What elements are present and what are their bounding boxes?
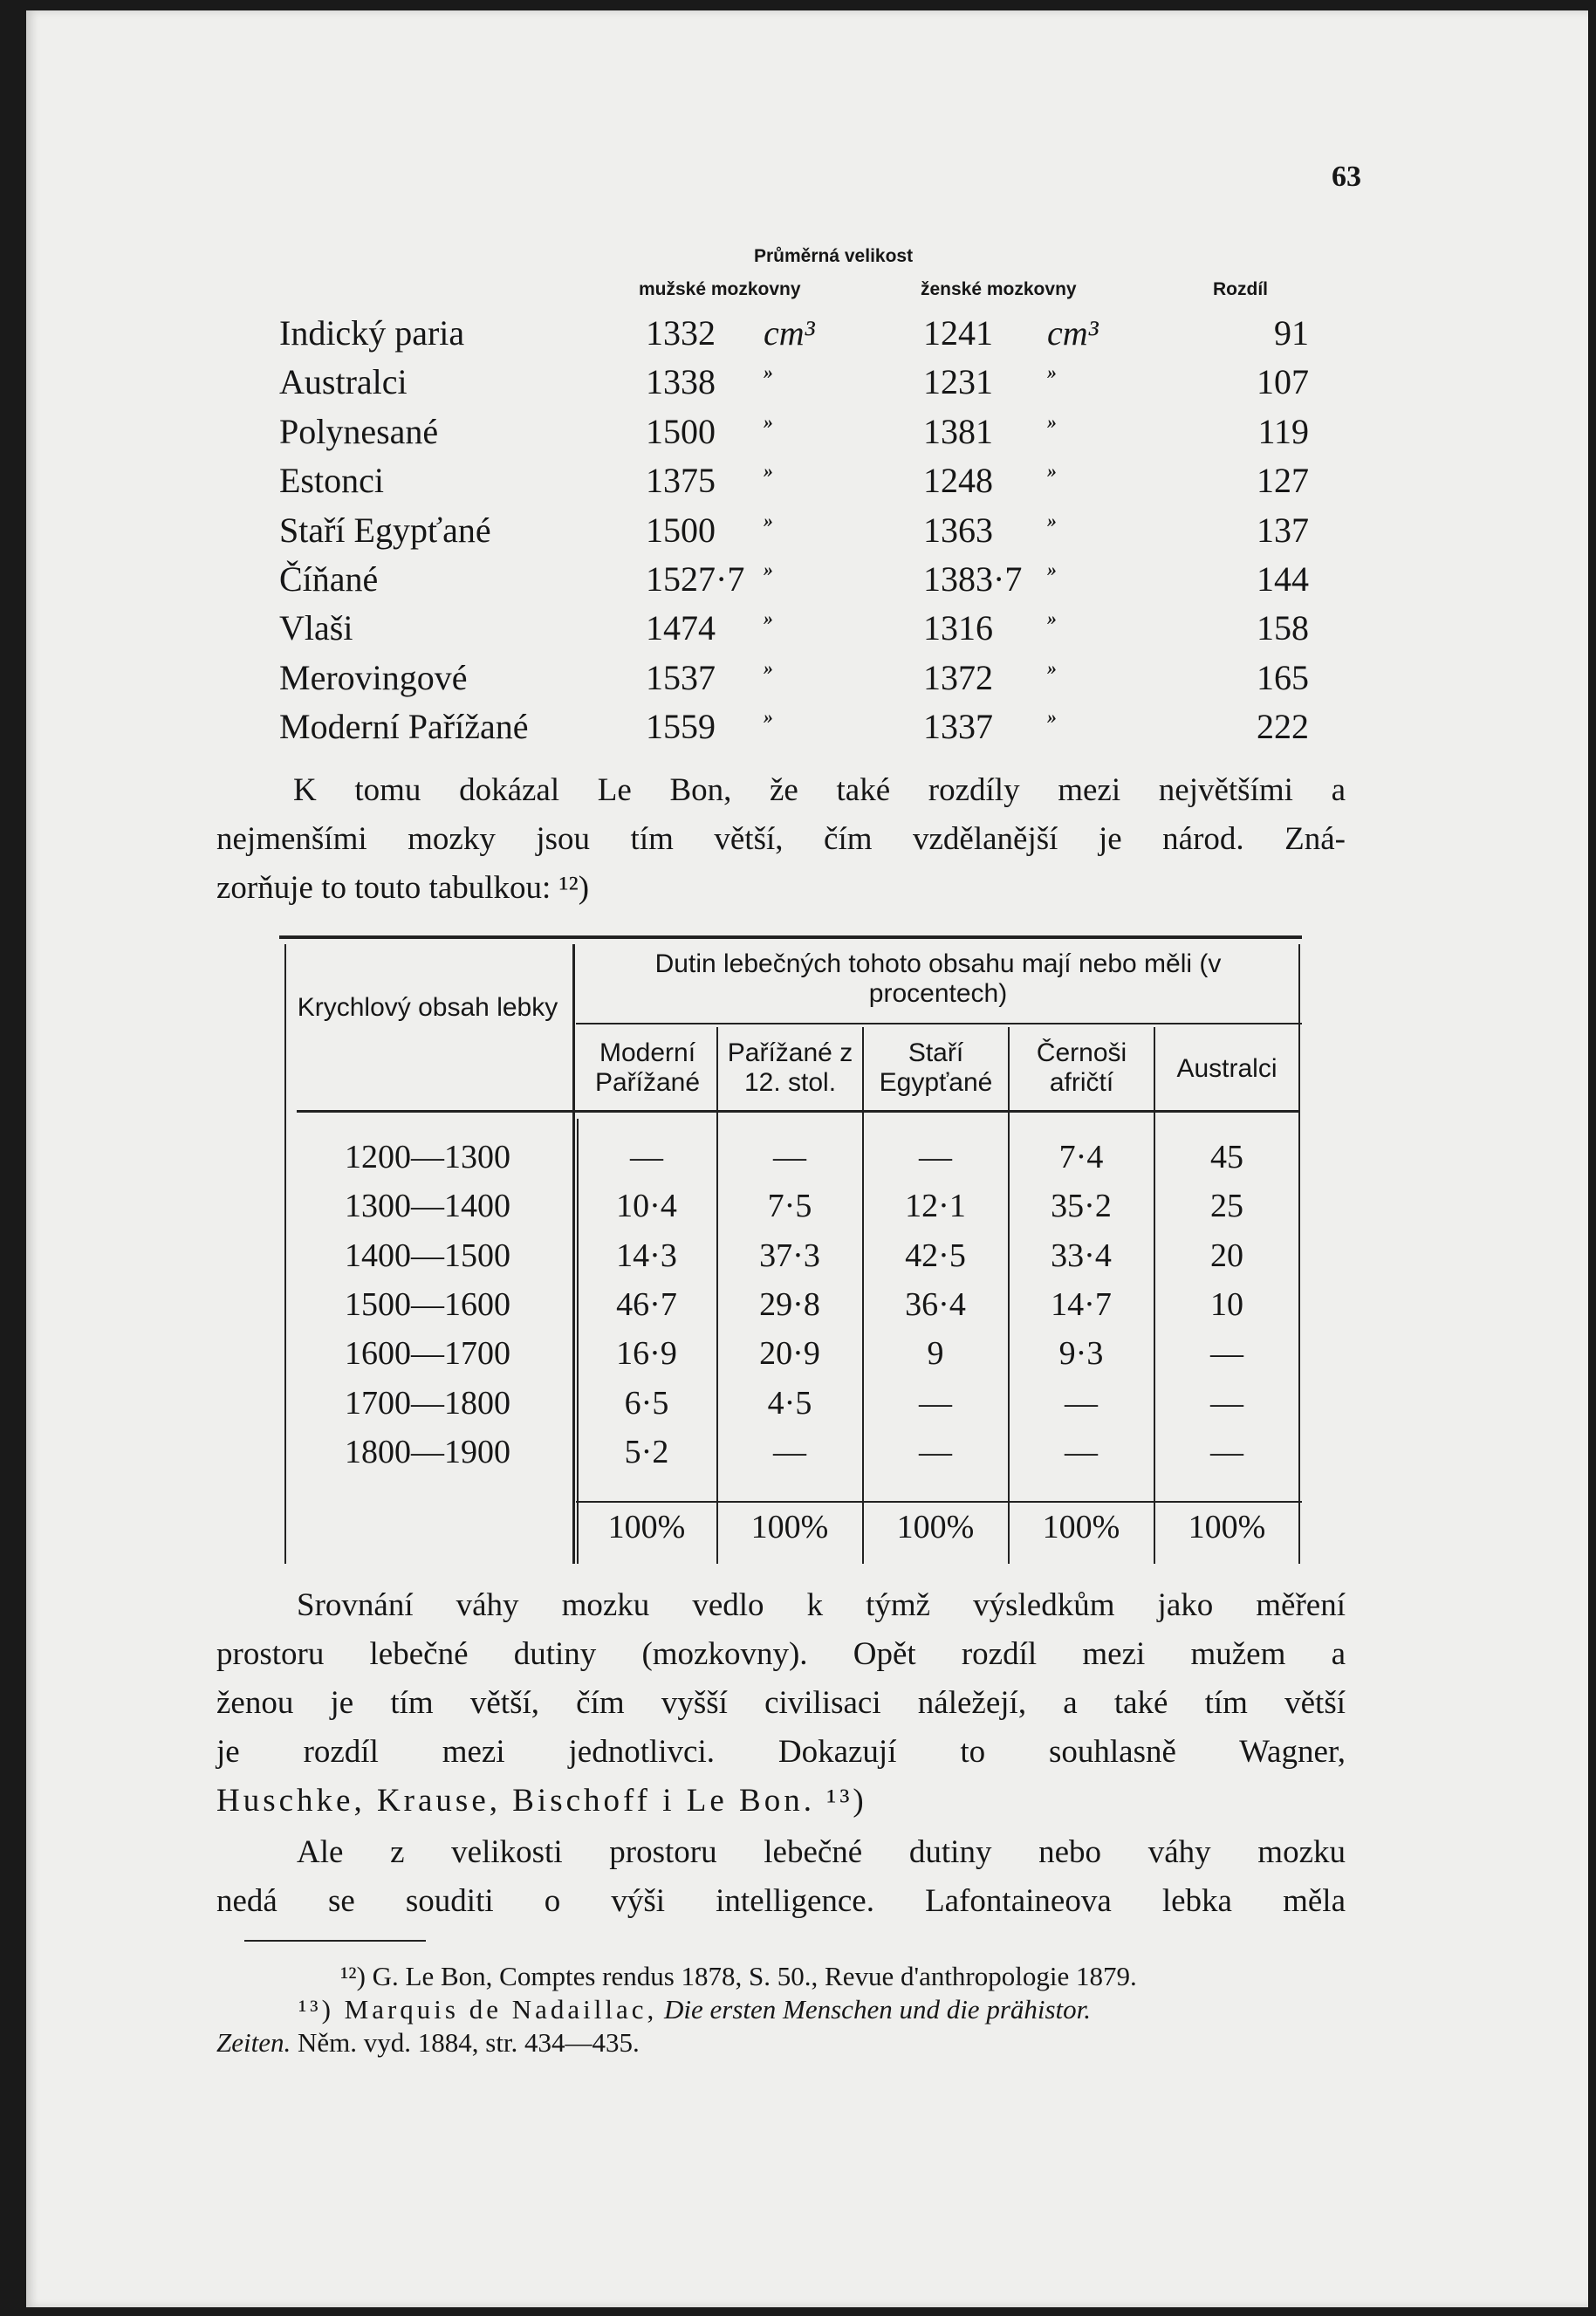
value-cell: 16·9 [616,1335,677,1373]
footnote-12: ¹²) G. Le Bon, Comptes rendus 1878, S. 50., Revue d'anthropologie 1879. [340,1961,1137,1991]
male-unit: » [764,410,773,433]
total-cell: 100% [1042,1509,1120,1545]
female-capacity: 1337 [923,707,993,747]
value-cell: 14·3 [616,1237,677,1274]
table-row [279,506,1309,555]
population-name: Australci [279,362,408,402]
table-row [279,702,1309,751]
difference: 127 [1257,461,1309,501]
value-cell: 6·5 [624,1384,669,1422]
col-rule [572,944,575,1564]
range-cell: 1400—1500 [345,1237,510,1274]
text-line: ženou je tím větší, čím vyšší civilisaci náležejí, a také tím větší [216,1685,1346,1721]
male-capacity: 1332 [646,313,716,353]
value-cell: — [773,1139,806,1175]
text-line: prostoru lebečné dutiny (mozkovny). Opět rozdíl mezi mužem a [216,1636,1346,1672]
brain-size-table [279,309,1309,752]
value-cell: 42·5 [905,1237,966,1274]
value-cell: 37·3 [759,1237,820,1274]
male-capacity: 1500 [646,510,716,550]
value-cell: — [919,1433,952,1470]
male-capacity: 1474 [646,608,716,648]
male-unit: » [764,558,773,580]
totals-rule [576,1501,1302,1503]
value-cell: — [1210,1335,1243,1373]
value-cell: 46·7 [616,1285,677,1323]
population-name: Moderní Pařížané [279,707,529,747]
brain-table-header-diff: Rozdíl [1213,279,1268,299]
value-cell: 45 [1210,1139,1243,1175]
female-capacity: 1363 [923,510,993,550]
footnote-13-title: Die ersten Menschen und die prähistor. [664,1994,1092,2025]
footnote-13-cont [216,2026,640,2059]
population-name: Staří Egypťané [279,510,491,550]
value-cell: 4·5 [767,1384,812,1422]
population-name: Polynesané [279,411,439,451]
total-cell: 100% [1188,1509,1266,1545]
difference: 107 [1257,362,1309,402]
value-cell: 20·9 [759,1335,820,1373]
value-cell: 29·8 [759,1285,820,1323]
text-line: K tomu dokázal Le Bon, že také rozdíly mezi největšími a [293,772,1346,808]
col-rule [1298,944,1300,1564]
col-header-cernosi-africti: Černoši afričtí [1036,1038,1127,1097]
value-cell: — [919,1139,952,1175]
male-capacity: 1527·7 [646,558,745,599]
value-cell: — [1210,1384,1243,1422]
value-cell: — [1065,1433,1098,1470]
value-cell: 14·7 [1051,1285,1112,1323]
paragraph-intelligence [216,1828,1346,1926]
female-unit: » [1047,361,1057,384]
text-line: Huschke, Krause, Bischoff i Le Bon. ¹³) [216,1783,867,1819]
group-header-rule [576,1023,1302,1024]
range-cell: 1800—1900 [345,1433,510,1470]
female-capacity: 1372 [923,657,993,697]
col-rule [862,1027,864,1564]
value-cell: 7·4 [1058,1139,1104,1175]
value-cell: — [773,1433,806,1470]
col-header-parizane-12-stol: Pařížané z 12. stol. [727,1038,853,1097]
col-rule [716,1027,718,1564]
range-cell: 1600—1700 [345,1335,510,1373]
female-capacity: 1248 [923,461,993,501]
table-row [279,309,1309,358]
female-capacity: 1231 [923,362,993,402]
male-unit: » [764,656,773,679]
text-line: je rozdíl mezi jednotlivci. Dokazují to souhlasně Wagner, [216,1734,1346,1770]
male-capacity: 1537 [646,657,716,697]
value-cell: — [630,1139,663,1175]
col-header-australci: Australci [1176,1054,1277,1083]
col-header-skull-capacity: Krychlový obsah lebky [297,993,558,1022]
value-cell: 9·3 [1058,1335,1104,1373]
value-cell: — [1210,1433,1243,1470]
difference: 158 [1257,608,1309,648]
value-cell: 25 [1210,1188,1243,1225]
difference: 222 [1257,707,1309,747]
value-cell: 12·1 [905,1188,966,1225]
female-unit: cm³ [1047,313,1099,353]
population-name: Estonci [279,461,384,501]
female-unit: » [1047,706,1057,729]
male-unit: » [764,607,773,630]
male-unit: cm³ [764,313,815,353]
value-cell: 5·2 [624,1433,669,1470]
col-rule [1154,1027,1155,1564]
value-cell: 35·2 [1051,1188,1112,1225]
text-line: zorňuje to touto tabulkou: ¹²) [216,870,590,906]
female-unit: » [1047,607,1057,630]
male-capacity: 1559 [646,707,716,747]
total-cell: 100% [896,1509,975,1545]
value-cell: 10 [1210,1285,1243,1323]
male-unit: » [764,706,773,729]
population-name: Vlaši [279,608,353,648]
table-top-rule [279,935,1302,939]
difference: 91 [1274,313,1309,353]
female-unit: » [1047,410,1057,433]
col-header-moderni-parizane: Moderní Pařížané [594,1038,701,1097]
range-cell: 1300—1400 [345,1188,510,1225]
text-line: nejmenšími mozky jsou tím větší, čím vzdělanější je národ. Zná- [216,821,1346,857]
male-capacity: 1338 [646,362,716,402]
population-name: Merovingové [279,657,468,697]
male-unit: » [764,361,773,384]
page-number: 63 [1332,161,1361,193]
col-header-group: Dutin lebečných tohoto obsahu mají nebo měli (v procentech) [654,949,1222,1008]
text-line: nedá se souditi o výši intelligence. Lafontaineova lebka měla [216,1883,1346,1919]
value-cell: 9 [927,1335,944,1373]
total-cell: 100% [750,1509,829,1545]
range-cell: 1500—1600 [345,1285,510,1323]
value-cell: — [1065,1384,1098,1422]
male-unit: » [764,509,773,531]
table-row [279,456,1309,505]
population-name: Číňané [279,558,379,599]
value-cell: — [919,1384,952,1422]
footnote-separator [244,1940,426,1942]
population-name: Indický paria [279,313,465,353]
table-row [279,654,1309,702]
table-row [279,408,1309,456]
range-cell: 1700—1800 [345,1384,510,1422]
difference: 119 [1257,411,1309,451]
difference: 165 [1257,657,1309,697]
value-cell: 36·4 [905,1285,966,1323]
total-cell: 100% [607,1509,686,1545]
female-unit: » [1047,656,1057,679]
table-row [279,358,1309,407]
skull-capacity-table [279,935,1302,1564]
female-capacity: 1381 [923,411,993,451]
brain-table-header-male: mužské mozkovny [639,279,801,299]
book-page [26,10,1588,2307]
difference: 137 [1257,510,1309,550]
table-row [279,555,1309,604]
difference: 144 [1257,558,1309,599]
footnote-13-author: ¹³) Marquis de Nadaillac, [298,1994,658,2025]
female-capacity: 1383·7 [923,558,1023,599]
paragraph-intro-le-bon [216,766,1346,913]
range-cell: 1200—1300 [345,1139,510,1175]
female-unit: » [1047,460,1057,483]
value-cell: 20 [1210,1237,1243,1274]
male-capacity: 1500 [646,411,716,451]
value-cell: 10·4 [616,1188,677,1225]
footnote-13 [298,1993,1091,2026]
brain-table-header-female: ženské mozkovny [921,279,1077,299]
brain-table-header-top: Průměrná velikost [754,246,914,266]
table-row [279,604,1309,653]
female-capacity: 1316 [923,608,993,648]
paragraph-brain-weight [216,1581,1346,1826]
footnote-13-title-end: Zeiten. [216,2027,291,2058]
value-cell: 33·4 [1051,1237,1112,1274]
col-rule [284,944,286,1564]
footnote-13-edition: Něm. vyd. 1884, str. 434—435. [298,2027,640,2058]
female-capacity: 1241 [923,313,993,353]
male-unit: » [764,460,773,483]
text-line: Srovnání váhy mozku vedlo k týmž výsledkům jako měření [297,1587,1346,1623]
col-rule [1008,1027,1010,1564]
female-unit: » [1047,509,1057,531]
header-bottom-rule [297,1110,1300,1113]
text-line: Ale z velikosti prostoru lebečné dutiny nebo váhy mozku [297,1834,1346,1870]
female-unit: » [1047,558,1057,580]
male-capacity: 1375 [646,461,716,501]
col-header-stari-egyptane: Staří Egypťané [879,1038,993,1097]
value-cell: 7·5 [767,1188,812,1225]
